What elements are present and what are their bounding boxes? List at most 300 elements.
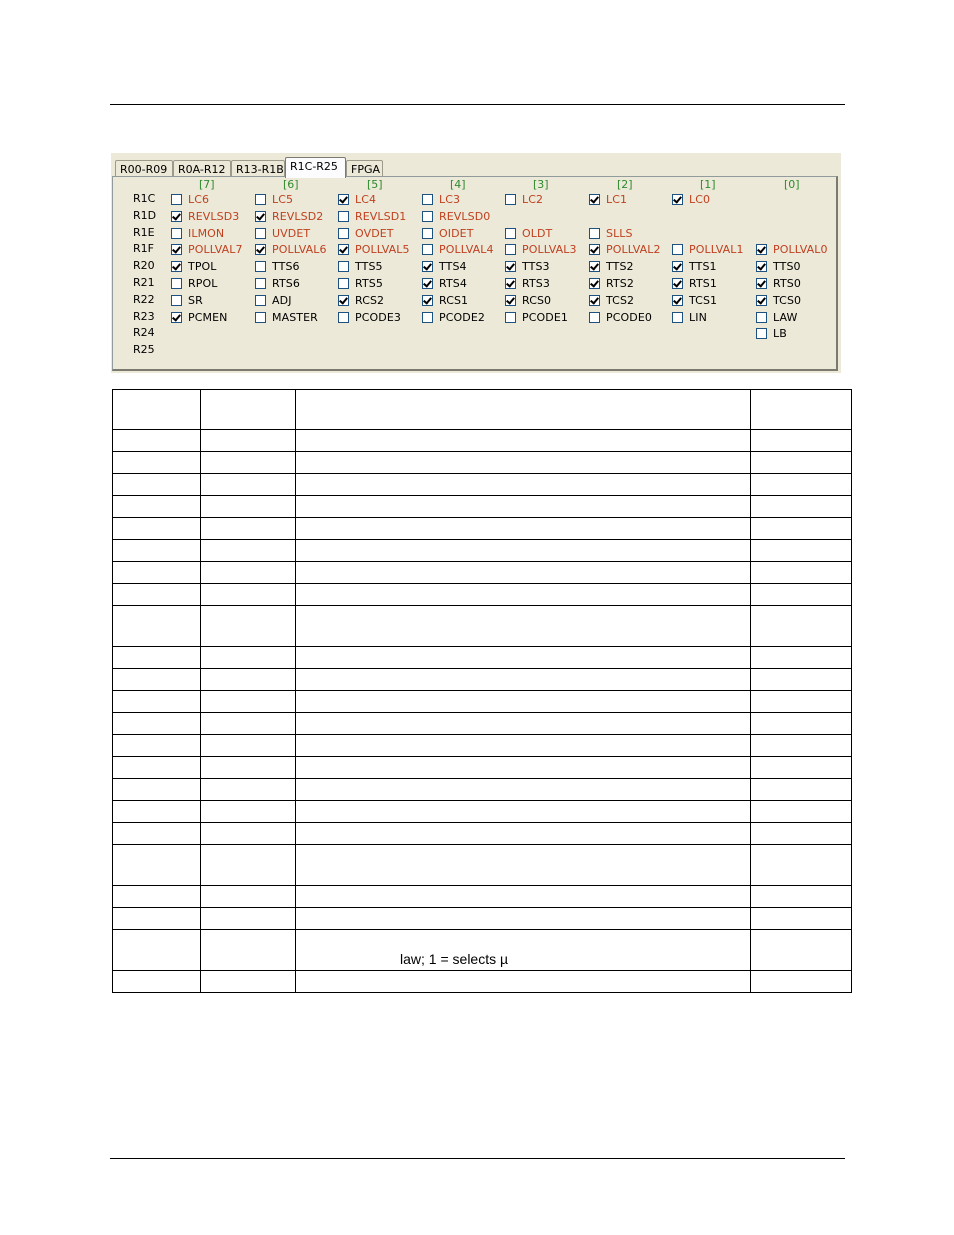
bit-checkbox-sr[interactable] <box>171 294 203 307</box>
table-cell <box>113 908 201 930</box>
table-cell <box>113 584 201 606</box>
bit-checkbox-tts5[interactable] <box>338 260 383 273</box>
bit-label: RTS5 <box>355 277 383 290</box>
table-cell <box>201 801 296 823</box>
checkbox-box[interactable] <box>672 295 683 306</box>
table-cell <box>113 845 201 886</box>
bit-checkbox-tts1[interactable] <box>672 260 717 273</box>
bit-checkbox-lin[interactable] <box>672 311 707 324</box>
bit-checkbox-oidet[interactable] <box>422 227 474 240</box>
table-cell <box>751 886 852 908</box>
bit-checkbox-tpol[interactable] <box>171 260 217 273</box>
table-cell <box>751 735 852 757</box>
table-cell <box>296 496 751 518</box>
checkbox-box[interactable] <box>255 312 266 323</box>
checkbox-box[interactable] <box>505 312 516 323</box>
header-rule <box>110 104 845 105</box>
tab-fpga[interactable]: FPGA <box>346 160 383 177</box>
table-row <box>113 845 852 886</box>
table-cell <box>113 518 201 540</box>
checkbox-box[interactable] <box>756 278 767 289</box>
bit-label: RTS2 <box>606 277 634 290</box>
register-label: R24 <box>133 326 155 339</box>
checkbox-box[interactable] <box>589 295 600 306</box>
checkbox-box[interactable] <box>505 194 516 205</box>
bit-checkbox-lc3[interactable] <box>422 193 460 206</box>
bit-checkbox-tcs0[interactable] <box>756 294 801 307</box>
bit-label: PCODE0 <box>606 311 652 324</box>
bit-label: RTS1 <box>689 277 717 290</box>
table-cell <box>201 562 296 584</box>
bit-label: TTS2 <box>606 260 634 273</box>
bit-checkbox-rpol[interactable] <box>171 277 217 290</box>
bit-checkbox-rcs0[interactable] <box>505 294 551 307</box>
bit-checkbox-pcode0[interactable] <box>589 311 652 324</box>
bit-checkbox-pollval4[interactable] <box>422 243 494 256</box>
checkbox-box[interactable] <box>422 244 433 255</box>
bit-checkbox-pollval2[interactable] <box>589 243 661 256</box>
table-cell <box>751 518 852 540</box>
bit-label: MASTER <box>272 311 318 324</box>
bit-label: LIN <box>689 311 707 324</box>
bit-label: UVDET <box>272 227 311 240</box>
table-cell <box>296 908 751 930</box>
table-cell <box>751 584 852 606</box>
bit-checkbox-rts5[interactable] <box>338 277 383 290</box>
bit-label: TTS4 <box>439 260 467 273</box>
table-cell <box>201 430 296 452</box>
register-label: R1F <box>133 242 154 255</box>
table-cell <box>751 606 852 647</box>
table-cell <box>296 518 751 540</box>
bit-label: OIDET <box>439 227 474 240</box>
table-cell <box>296 735 751 757</box>
bit-checkbox-rts0[interactable] <box>756 277 801 290</box>
bit-label: TCS0 <box>773 294 802 307</box>
checkbox-box[interactable] <box>756 295 767 306</box>
table-cell <box>296 757 751 779</box>
checkbox-box[interactable] <box>338 244 349 255</box>
table-cell <box>751 691 852 713</box>
table-cell <box>201 669 296 691</box>
bit-label: ADJ <box>272 294 292 307</box>
bit-checkbox-revlsd3[interactable] <box>171 210 239 223</box>
bit-checkbox-oldt[interactable] <box>505 227 552 240</box>
table-cell <box>296 971 751 993</box>
bit-checkbox-rts2[interactable] <box>589 277 634 290</box>
table-row <box>113 735 852 757</box>
table-row <box>113 801 852 823</box>
checkbox-box[interactable] <box>171 261 182 272</box>
table-row <box>113 452 852 474</box>
table-row <box>113 713 852 735</box>
bit-checkbox-pcode1[interactable] <box>505 311 568 324</box>
table-row <box>113 757 852 779</box>
table-cell <box>296 584 751 606</box>
checkbox-box[interactable] <box>338 228 349 239</box>
table-cell <box>296 647 751 669</box>
bit-label: RCS1 <box>439 294 469 307</box>
table-cell <box>113 452 201 474</box>
bit-checkbox-lc5[interactable] <box>255 193 293 206</box>
bit-label: REVLSD2 <box>272 210 324 223</box>
checkbox-box[interactable] <box>422 211 433 222</box>
table-cell <box>296 823 751 845</box>
table-cell <box>201 496 296 518</box>
bit-label: LC4 <box>355 193 377 206</box>
bit-checkbox-ilmon[interactable] <box>171 227 224 240</box>
checkbox-box[interactable] <box>171 194 182 205</box>
table-cell <box>296 562 751 584</box>
table-cell <box>201 735 296 757</box>
table-cell <box>751 845 852 886</box>
table-cell <box>201 584 296 606</box>
table-cell <box>201 845 296 886</box>
bit-label: LB <box>773 327 787 340</box>
bit-checkbox-tts2[interactable] <box>589 260 634 273</box>
checkbox-box[interactable] <box>338 278 349 289</box>
bit-checkbox-law[interactable] <box>756 311 797 324</box>
checkbox-box[interactable] <box>171 295 182 306</box>
bit-checkbox-lc0[interactable] <box>672 193 710 206</box>
table-row <box>113 908 852 930</box>
tab-r13-r1b[interactable]: R13-R1B <box>231 160 285 177</box>
table-cell <box>751 647 852 669</box>
bit-checkbox-pcode3[interactable] <box>338 311 401 324</box>
table-cell <box>113 779 201 801</box>
register-label: R1E <box>133 226 155 239</box>
checkbox-box[interactable] <box>505 295 516 306</box>
checkbox-box[interactable] <box>756 328 767 339</box>
table-cell <box>113 971 201 993</box>
table-cell <box>201 540 296 562</box>
bit-label: POLLVAL2 <box>606 243 661 256</box>
checkbox-box[interactable] <box>171 211 182 222</box>
table-cell <box>201 390 296 430</box>
checkbox-box[interactable] <box>672 278 683 289</box>
bit-checkbox-lc6[interactable] <box>171 193 209 206</box>
bit-checkbox-pcode2[interactable] <box>422 311 485 324</box>
bit-label: REVLSD3 <box>188 210 240 223</box>
table-cell <box>296 691 751 713</box>
bit-checkbox-lb[interactable] <box>756 327 787 340</box>
checkbox-box[interactable] <box>338 295 349 306</box>
table-cell <box>113 930 201 971</box>
bit-index-header: [2] <box>617 178 633 191</box>
register-label: R20 <box>133 259 155 272</box>
table-cell <box>296 845 751 886</box>
table-cell <box>751 930 852 971</box>
bit-index-header: [5] <box>367 178 383 191</box>
checkbox-box[interactable] <box>756 244 767 255</box>
bit-label: REVLSD1 <box>355 210 407 223</box>
checkbox-box[interactable] <box>422 261 433 272</box>
bit-checkbox-lc1[interactable] <box>589 193 627 206</box>
bit-label: TTS1 <box>689 260 717 273</box>
bit-checkbox-revlsd2[interactable] <box>255 210 323 223</box>
table-cell <box>751 713 852 735</box>
bit-label: TPOL <box>188 260 217 273</box>
checkbox-box[interactable] <box>589 194 600 205</box>
table-cell <box>113 691 201 713</box>
bit-label: TTS5 <box>355 260 383 273</box>
bit-checkbox-revlsd1[interactable] <box>338 210 406 223</box>
checkbox-box[interactable] <box>505 228 516 239</box>
table-cell <box>751 779 852 801</box>
table-row <box>113 390 852 430</box>
bit-label: LC0 <box>689 193 711 206</box>
register-panel <box>111 153 841 373</box>
tab-r1c-r25[interactable]: R1C-R25 <box>285 157 346 178</box>
table-cell <box>113 430 201 452</box>
table-row <box>113 930 852 971</box>
checkbox-box[interactable] <box>589 261 600 272</box>
table-cell <box>751 823 852 845</box>
table-cell <box>113 713 201 735</box>
checkbox-box[interactable] <box>756 312 767 323</box>
table-cell <box>201 452 296 474</box>
table-cell <box>201 779 296 801</box>
bit-checkbox-pollval6[interactable] <box>255 243 327 256</box>
bit-checkbox-adj[interactable] <box>255 294 292 307</box>
bit-label: RTS6 <box>272 277 300 290</box>
checkbox-box[interactable] <box>672 194 683 205</box>
bit-label: SLLS <box>606 227 633 240</box>
checkbox-box[interactable] <box>589 228 600 239</box>
bit-checkbox-lc4[interactable] <box>338 193 376 206</box>
table-cell <box>296 713 751 735</box>
checkbox-box[interactable] <box>505 244 516 255</box>
table-cell <box>751 562 852 584</box>
checkbox-box[interactable] <box>422 312 433 323</box>
bit-checkbox-tcs2[interactable] <box>589 294 634 307</box>
table-cell <box>751 540 852 562</box>
table-cell <box>201 518 296 540</box>
table-cell <box>751 971 852 993</box>
bit-index-header: [0] <box>784 178 800 191</box>
table-cell <box>751 669 852 691</box>
table-row <box>113 606 852 647</box>
bit-label: ILMON <box>188 227 225 240</box>
checkbox-box[interactable] <box>672 244 683 255</box>
table-row <box>113 562 852 584</box>
table-cell <box>751 757 852 779</box>
table-cell <box>296 606 751 647</box>
table-row <box>113 584 852 606</box>
bit-checkbox-slls[interactable] <box>589 227 633 240</box>
footer-rule <box>110 1158 845 1159</box>
table-cell <box>296 801 751 823</box>
register-label: R25 <box>133 343 155 356</box>
bit-index-header: [4] <box>450 178 466 191</box>
bit-checkbox-master[interactable] <box>255 311 318 324</box>
bit-checkbox-pollval5[interactable] <box>338 243 410 256</box>
table-cell <box>201 713 296 735</box>
table-cell <box>201 474 296 496</box>
bit-checkbox-pollval3[interactable] <box>505 243 577 256</box>
checkbox-box[interactable] <box>171 278 182 289</box>
bit-checkbox-tts6[interactable] <box>255 260 300 273</box>
checkbox-box[interactable] <box>255 244 266 255</box>
bit-checkbox-rts4[interactable] <box>422 277 467 290</box>
table-cell <box>113 606 201 647</box>
checkbox-box[interactable] <box>422 278 433 289</box>
bit-label: SR <box>188 294 203 307</box>
checkbox-box[interactable] <box>338 194 349 205</box>
table-cell <box>751 452 852 474</box>
table-row <box>113 647 852 669</box>
bit-checkbox-rts1[interactable] <box>672 277 717 290</box>
bit-checkbox-rcs1[interactable] <box>422 294 468 307</box>
table-cell <box>113 562 201 584</box>
bit-label: LAW <box>773 311 798 324</box>
bit-label: LC3 <box>439 193 461 206</box>
bit-checkbox-pollval0[interactable] <box>756 243 828 256</box>
bit-label: RCS2 <box>355 294 385 307</box>
bit-index-header: [7] <box>199 178 215 191</box>
checkbox-box[interactable] <box>338 211 349 222</box>
table-cell <box>296 540 751 562</box>
bit-index-header: [3] <box>533 178 549 191</box>
bit-checkbox-tts3[interactable] <box>505 260 550 273</box>
bit-label: POLLVAL6 <box>272 243 327 256</box>
table-cell <box>751 430 852 452</box>
bit-label: RTS0 <box>773 277 801 290</box>
checkbox-box[interactable] <box>255 295 266 306</box>
register-label: R22 <box>133 293 155 306</box>
checkbox-box[interactable] <box>589 312 600 323</box>
checkbox-box[interactable] <box>672 261 683 272</box>
register-label: R21 <box>133 276 155 289</box>
table-cell <box>751 474 852 496</box>
table-cell <box>113 886 201 908</box>
table-cell <box>296 452 751 474</box>
bit-label: RCS0 <box>522 294 552 307</box>
table-cell <box>296 669 751 691</box>
register-description-table <box>112 389 852 993</box>
table-cell <box>201 823 296 845</box>
bit-label: POLLVAL5 <box>355 243 410 256</box>
table-row <box>113 669 852 691</box>
table-cell <box>296 390 751 430</box>
checkbox-box[interactable] <box>422 194 433 205</box>
checkbox-box[interactable] <box>505 278 516 289</box>
table-row <box>113 779 852 801</box>
checkbox-box[interactable] <box>338 261 349 272</box>
checkbox-box[interactable] <box>255 211 266 222</box>
table-cell <box>201 757 296 779</box>
checkbox-box[interactable] <box>756 261 767 272</box>
checkbox-box[interactable] <box>255 278 266 289</box>
bit-checkbox-rcs2[interactable] <box>338 294 384 307</box>
table-row <box>113 823 852 845</box>
table-cell <box>113 647 201 669</box>
bit-checkbox-uvdet[interactable] <box>255 227 310 240</box>
bit-label: TCS2 <box>606 294 635 307</box>
checkbox-box[interactable] <box>505 261 516 272</box>
checkbox-box[interactable] <box>422 295 433 306</box>
bit-checkbox-ovdet[interactable] <box>338 227 394 240</box>
bit-label: POLLVAL0 <box>773 243 828 256</box>
bit-label: RTS3 <box>522 277 550 290</box>
table-row <box>113 886 852 908</box>
table-cell <box>201 971 296 993</box>
table-cell <box>751 390 852 430</box>
bit-checkbox-rts6[interactable] <box>255 277 300 290</box>
table-row <box>113 691 852 713</box>
bit-label: TTS0 <box>773 260 801 273</box>
checkbox-box[interactable] <box>255 261 266 272</box>
table-cell <box>296 779 751 801</box>
register-label: R1D <box>133 209 157 222</box>
bit-label: POLLVAL3 <box>522 243 577 256</box>
bit-checkbox-tcs1[interactable] <box>672 294 717 307</box>
bit-label: PCODE3 <box>355 311 401 324</box>
register-label: R1C <box>133 192 156 205</box>
bit-label: PCODE2 <box>439 311 485 324</box>
bit-label: POLLVAL1 <box>689 243 744 256</box>
table-cell <box>201 908 296 930</box>
table-cell <box>751 801 852 823</box>
bit-checkbox-tts0[interactable] <box>756 260 801 273</box>
table-cell <box>296 886 751 908</box>
checkbox-box[interactable] <box>672 312 683 323</box>
table-row <box>113 971 852 993</box>
table-row <box>113 430 852 452</box>
table-cell <box>296 430 751 452</box>
bit-checkbox-tts4[interactable] <box>422 260 467 273</box>
table-cell <box>113 669 201 691</box>
bit-label: POLLVAL4 <box>439 243 494 256</box>
checkbox-box[interactable] <box>589 244 600 255</box>
bit-label: POLLVAL7 <box>188 243 243 256</box>
bit-label: LC6 <box>188 193 210 206</box>
bit-checkbox-revlsd0[interactable] <box>422 210 490 223</box>
checkbox-box[interactable] <box>422 228 433 239</box>
checkbox-box[interactable] <box>589 278 600 289</box>
checkbox-box[interactable] <box>255 194 266 205</box>
table-cell <box>201 691 296 713</box>
checkbox-box[interactable] <box>171 244 182 255</box>
checkbox-box[interactable] <box>255 228 266 239</box>
checkbox-box[interactable] <box>171 312 182 323</box>
bit-checkbox-pollval1[interactable] <box>672 243 744 256</box>
bit-checkbox-pollval7[interactable] <box>171 243 243 256</box>
table-cell: law; 1 = selects µ <box>296 930 751 971</box>
bit-checkbox-lc2[interactable] <box>505 193 543 206</box>
tab-r00-r09[interactable]: R00-R09 <box>115 160 173 177</box>
tab-r0a-r12[interactable]: R0A-R12 <box>173 160 231 177</box>
table-cell <box>113 540 201 562</box>
table-cell <box>296 474 751 496</box>
bit-label: LC1 <box>606 193 628 206</box>
bit-label: LC2 <box>522 193 544 206</box>
checkbox-box[interactable] <box>171 228 182 239</box>
bit-index-header: [6] <box>283 178 299 191</box>
bit-label: PCODE1 <box>522 311 568 324</box>
bit-checkbox-pcmen[interactable] <box>171 311 227 324</box>
table-row <box>113 518 852 540</box>
bit-label: RPOL <box>188 277 218 290</box>
checkbox-box[interactable] <box>338 312 349 323</box>
table-cell <box>113 390 201 430</box>
register-frame <box>112 176 838 371</box>
table-row <box>113 540 852 562</box>
table-cell <box>113 496 201 518</box>
bit-checkbox-rts3[interactable] <box>505 277 550 290</box>
register-label: R23 <box>133 310 155 323</box>
bit-index-header: [1] <box>700 178 716 191</box>
